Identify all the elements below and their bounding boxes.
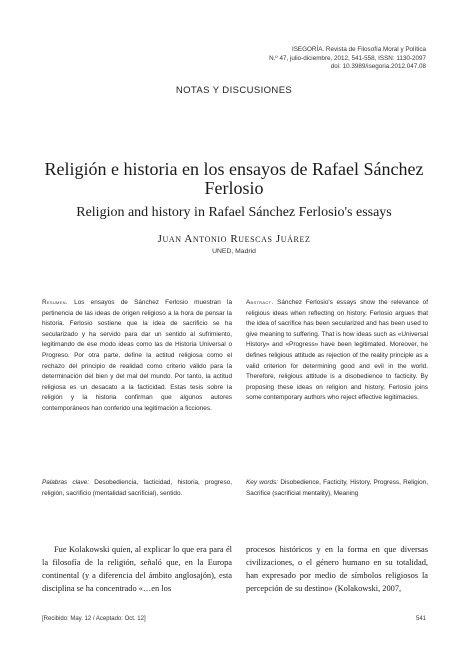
page-number: 541: [415, 616, 426, 622]
abstract-spanish-text: Los ensayos de Sánchez Ferlosio muestran la pertinencia de las ideas de origen religioso a la hora de pensar la historia. Ferlosio sostiene que la idea de sacrificio se ha secularizado y ha servido para dar un sentido al sufrimiento, legitimando de ese modo ideas como las de Historia Universal o Progreso. Por otra parte, define la actitud religiosa como el rechazo del principio de realidad como criterio válido para la determinación del bien y del mal del mundo. Por tanto, la actitud religiosa es un desacato a la facticidad. Estas tesis sobre la religión y la historia confirman que algunos autores contemporáneos han conferido una legitimación a ficciones.: [42, 299, 232, 412]
keywords-english: [246, 478, 428, 499]
received-accepted-dates: [Recibido: May. 12 / Aceptado: Oct. 12]: [42, 616, 146, 622]
journal-issue: N.º 47, julio-diciembre, 2012, 541-558, ISSN: 1130-2097: [269, 54, 426, 62]
keywords-spanish: [42, 478, 232, 499]
abstract-spanish-lead: Resumen.: [42, 299, 68, 306]
keywords-english-label: Key words:: [246, 479, 279, 486]
abstract-english-lead: Abstract.: [246, 299, 274, 306]
keywords-spanish-text: Desobediencia, facticidad, historia, progreso, religión, sacrificio (mentalidad sacrificial), sentido.: [42, 479, 232, 497]
abstract-english: [246, 298, 428, 404]
article-title-spanish: Religión e historia en los ensayos de Rafael Sánchez Ferlosio: [44, 159, 424, 198]
keywords-english-text: Disobedience, Facticity, History, Progress, Religion, Sacrifice (sacrificial mentality), Meaning: [246, 479, 428, 497]
article-title-english: Religion and history in Rafael Sánchez Ferlosio's essays: [76, 205, 392, 220]
body-text-left-column: Fue Kolakowski quien, al explicar lo que era para él la filosofía de la religión, señaló que, en la Europa continental (y a diferencia del ámbito anglosajón), esta disciplina se ha concentrado «…en los: [42, 545, 232, 593]
author-name: Juan Antonio Ruescas Juárez: [157, 233, 311, 245]
keywords-spanish-label: Palabras clave:: [42, 479, 90, 486]
abstract-english-text: Sánchez Ferlosio's essays show the relevance of religious ideas when reflecting on history. Ferlosio argues that the idea of sacrifice has been secularized and has been used to give meaning to suffering. That is how ideas such as «Universal History» and «Progress» have been legitimated. Moreover, he defines religious attitude as rejection of the reality principle as a valid criterion for determining good and evil in the world. Therefore, religious attitude is a disobedience to facticity. By proposing these ideas on religion and history, Ferlosio joins some contemporary authors who reject effective legitimacies.: [246, 299, 428, 402]
journal-header: [206, 46, 426, 72]
journal-doi: doi: 10.3989/isegoria.2012.047.08: [330, 63, 426, 71]
author-affiliation: UNED, Madrid: [212, 248, 256, 255]
section-label: NOTAS Y DISCUSIONES: [175, 85, 293, 96]
abstract-spanish: [42, 298, 232, 415]
body-text-right-column: procesos históricos y en la forma en que diversas civilizaciones, o el género humano en su totalidad, han expresado por medio de símbolos religiosos la percepción de su destino» (Kolakowski, 2007,: [246, 545, 428, 593]
journal-name: ISEGORÍA. Revista de Filosofía Moral y Política: [291, 46, 426, 53]
